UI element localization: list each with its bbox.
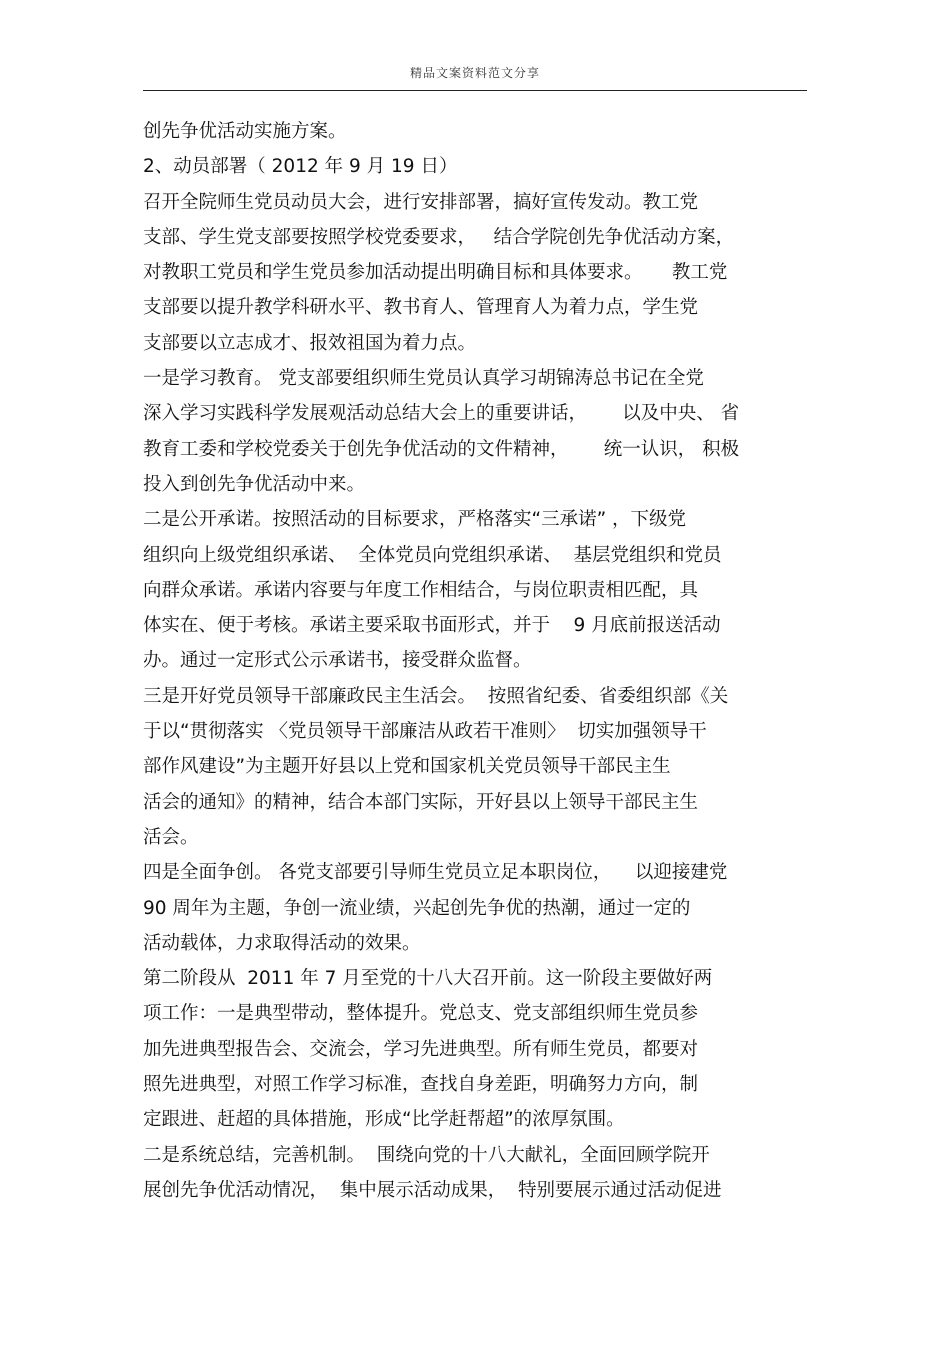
text-line: 体实在、便于考核。承诺主要采取书面形式，并于 9 月底前报送活动 xyxy=(143,615,721,637)
text-line: 活会。 xyxy=(143,826,199,848)
text-line: 活会的通知》的精神，结合本部门实际，开好县以上领导干部民主生 xyxy=(143,791,699,813)
text-line: 支部要以立志成才、报效祖国为着力点。 xyxy=(143,332,477,354)
text-line: 投入到创先争优活动中来。 xyxy=(143,473,366,495)
text-line: 支部要以提升教学科研水平、教书育人、管理育人为着力点，学生党 xyxy=(143,297,699,319)
text-line: 部作风建设”为主题开好县以上党和国家机关党员领导干部民主生 xyxy=(143,756,671,778)
text-line: 四是全面争创。 各党支部要引导师生党员立足本职岗位， 以迎接建党 xyxy=(143,862,728,884)
text-line: 90 周年为主题，争创一流业绩，兴起创先争优的热潮，通过一定的 xyxy=(143,897,691,919)
page-header: 精品文案资料范文分享 xyxy=(409,66,540,80)
document-body xyxy=(143,114,813,1208)
text-line: 加先进典型报告会、交流会，学习先进典型。所有师生党员，都要对 xyxy=(143,1038,699,1060)
text-line: 照先进典型，对照工作学习标准，查找自身差距，明确努力方向，制 xyxy=(143,1074,699,1096)
text-line: 教育工委和学校党委关于创先争优活动的文件精神， 统一认识， 积极 xyxy=(143,438,740,460)
text-line: 深入学习实践科学发展观活动总结大会上的重要讲话， 以及中央、 省 xyxy=(143,403,740,425)
text-line: 组织向上级党组织承诺、 全体党员向党组织承诺、 基层党组织和党员 xyxy=(143,544,722,566)
text-line: 第二阶段从 2011 年 7 月至党的十八大召开前。这一阶段主要做好两 xyxy=(143,968,713,990)
text-line: 活动载体，力求取得活动的效果。 xyxy=(143,932,421,954)
text-line: 于以“贯彻落实 〈党员领导干部廉洁从政若干准则〉 切实加强领导干 xyxy=(143,721,707,743)
text-line: 向群众承诺。承诺内容要与年度工作相结合，与岗位职责相匹配，具 xyxy=(143,579,699,601)
text-line: 三是开好党员领导干部廉政民主生活会。 按照省纪委、省委组织部《关 xyxy=(143,685,729,707)
text-line: 办。通过一定形式公示承诺书，接受群众监督。 xyxy=(143,650,532,672)
text-line: 对教职工党员和学生党员参加活动提出明确目标和具体要求。 教工党 xyxy=(143,262,728,284)
text-line: 项工作：一是典型带动，整体提升。党总支、党支部组织师生党员参 xyxy=(143,1003,699,1025)
text-line: 定跟进、赶超的具体措施，形成“比学赶帮超”的浓厚氛围。 xyxy=(143,1109,625,1131)
text-line: 召开全院师生党员动员大会，进行安排部署，搞好宣传发动。教工党 xyxy=(143,191,699,213)
text-line: 二是公开承诺。按照活动的目标要求，严格落实“三承诺” ，下级党 xyxy=(143,509,687,531)
header-rule xyxy=(143,90,807,91)
text-line: 展创先争优活动情况， 集中展示活动成果， 特别要展示通过活动促进 xyxy=(143,1179,722,1201)
text-line: 支部、学生党支部要按照学校党委要求， 结合学院创先争优活动方案， xyxy=(143,226,735,248)
text-line: 一是学习教育。 党支部要组织师生党员认真学习胡锦涛总书记在全党 xyxy=(143,368,704,390)
text-line: 创先争优活动实施方案。 xyxy=(143,121,347,142)
text-line: 2、动员部署（ 2012 年 9 月 19 日） xyxy=(143,156,458,178)
text-line: 二是系统总结，完善机制。 围绕向党的十八大献礼，全面回顾学院开 xyxy=(143,1144,710,1166)
